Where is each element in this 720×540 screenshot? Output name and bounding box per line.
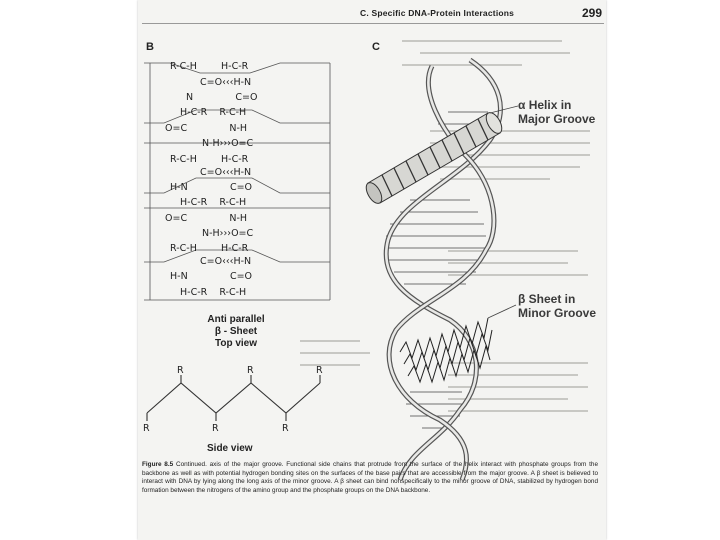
callout-line: β Sheet in — [518, 292, 576, 306]
callout-line: α Helix in — [518, 98, 572, 112]
side-r-label: R — [247, 365, 254, 376]
figure-label: Figure 8.5 — [142, 461, 174, 468]
caption-line: β - Sheet — [214, 326, 258, 337]
sheet-row: C=O‹‹‹H-N — [200, 256, 252, 267]
panel-label-c: C — [372, 41, 380, 53]
sheet-row: R-C-H H-C-R — [170, 243, 249, 254]
caption-line: Anti parallel — [207, 314, 265, 325]
running-head: C. Specific DNA-Protein Interactions — [360, 8, 515, 18]
alpha-helix-callout — [518, 98, 595, 126]
sheet-row: H-C-R R-C-H — [180, 197, 247, 208]
side-view-caption: Side view — [207, 443, 253, 454]
sheet-row: O=C N-H — [165, 213, 248, 224]
page-number: 299 — [582, 6, 603, 20]
side-r-label: R — [316, 365, 323, 376]
callout-line: Minor Groove — [518, 306, 597, 320]
sheet-row: O=C N-H — [165, 123, 248, 134]
sheet-row: H-C-R R-C-H — [180, 107, 247, 118]
sheet-row: H-N C=O — [170, 182, 253, 193]
figure-caption-text: Continued. axis of the major groove. Functional side chains that protrude from the surface of the helix interact with phosphate groups from the backbone as well as with potential hydrogen bonding sites on the surfaces of the base pairs that are accessible from the major groove. A β sheet is believed to interact with DNA by lying along the long axis of the minor groove. A β sheet can bind nonspecifically to the minor groove of DNA, stabilized by hydrogen bond formation between the nitrogens of the amino group and the phosphate groups on the DNA backbone. — [142, 461, 599, 495]
side-r-label: R — [143, 423, 150, 434]
side-r-label: R — [177, 365, 184, 376]
sheet-row: C=O‹‹‹H-N — [200, 167, 252, 178]
sheet-row: N C=O — [186, 92, 258, 103]
side-r-label: R — [212, 423, 219, 434]
sheet-row: N-H›››O=C — [202, 138, 254, 149]
sheet-row: R-C-H H-C-R — [170, 61, 249, 72]
beta-sheet-callout — [518, 292, 596, 320]
sheet-row: C=O‹‹‹H-N — [200, 77, 252, 88]
sheet-row: R-C-H H-C-R — [170, 154, 249, 165]
callout-line: Major Groove — [518, 112, 596, 126]
sheet-row: N-H›››O=C — [202, 228, 254, 239]
sheet-row: H-N C=O — [170, 271, 253, 282]
panel-label-b: B — [146, 41, 154, 53]
caption-line: Top view — [214, 338, 258, 349]
side-r-label: R — [282, 423, 289, 434]
sheet-row: H-C-R R-C-H — [180, 287, 247, 298]
figure-caption — [142, 461, 598, 496]
